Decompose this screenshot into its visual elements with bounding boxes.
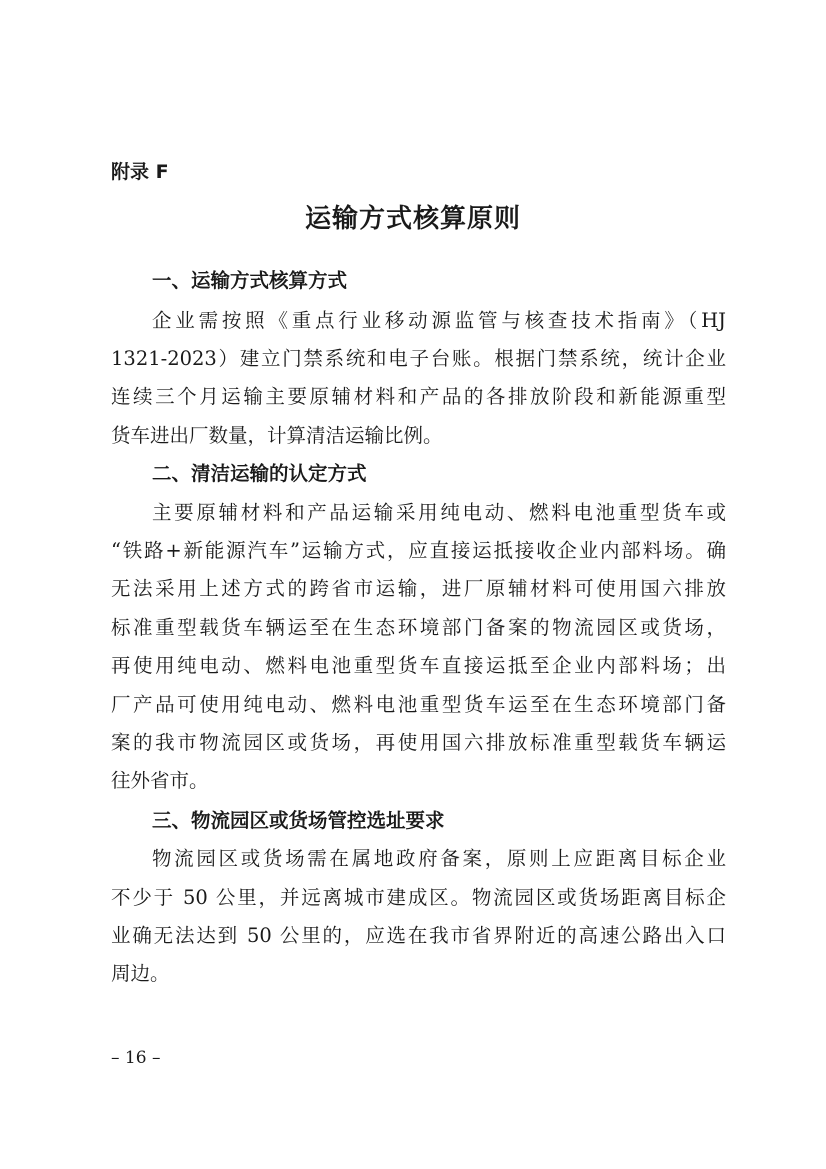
section-heading-2: 二、清洁运输的认定方式 [152,462,367,485]
paragraph-line: 往外省市。 [111,769,209,792]
paragraph-line: 周边。 [111,962,170,985]
section-heading-3: 三、物流园区或货场管控选址要求 [152,809,445,832]
paragraph-line: 主要原辅材料和产品运输采用纯电动、燃料电池重型货车或 [152,501,726,524]
paragraph-line: 无法采用上述方式的跨省市运输，进厂原辅材料可使用国六排放 [111,577,726,600]
document-title: 运输方式核算原则 [304,204,521,234]
paragraph-line: 不少于 50 公里，并远离城市建成区。物流园区或货场距离目标企 [111,886,726,909]
page-number: – 16 – [111,1048,161,1068]
paragraph-line: 物流园区或货场需在属地政府备案，原则上应距离目标企业 [152,847,726,870]
section-heading-1: 一、运输方式核算方式 [152,269,348,292]
appendix-label: 附录 F [111,161,169,183]
paragraph-line: 案的我市物流园区或货场，再使用国六排放标准重型载货车辆运 [111,731,726,754]
paragraph-line: 厂产品可使用纯电动、燃料电池重型货车运至在生态环境部门备 [111,693,726,716]
paragraph-line: 连续三个月运输主要原辅材料和产品的各排放阶段和新能源重型 [111,385,726,408]
paragraph-line: 业确无法达到 50 公里的，应选在我市省界附近的高速公路出入口 [111,924,726,947]
paragraph-line: 企业需按照《重点行业移动源监管与核查技术指南》（HJ [152,309,726,332]
paragraph-line: 1321-2023）建立门禁系统和电子台账。根据门禁系统，统计企业 [111,347,726,370]
paragraph-line: 货车进出厂数量，计算清洁运输比例。 [111,424,443,447]
paragraph-line: 再使用纯电动、燃料电池重型货车直接运抵至企业内部料场；出 [111,654,726,677]
paragraph-line: 标准重型载货车辆运至在生态环境部门备案的物流园区或货场， [111,616,726,639]
paragraph-line: “铁路+新能源汽车”运输方式，应直接运抵接收企业内部料场。确 [111,539,726,562]
